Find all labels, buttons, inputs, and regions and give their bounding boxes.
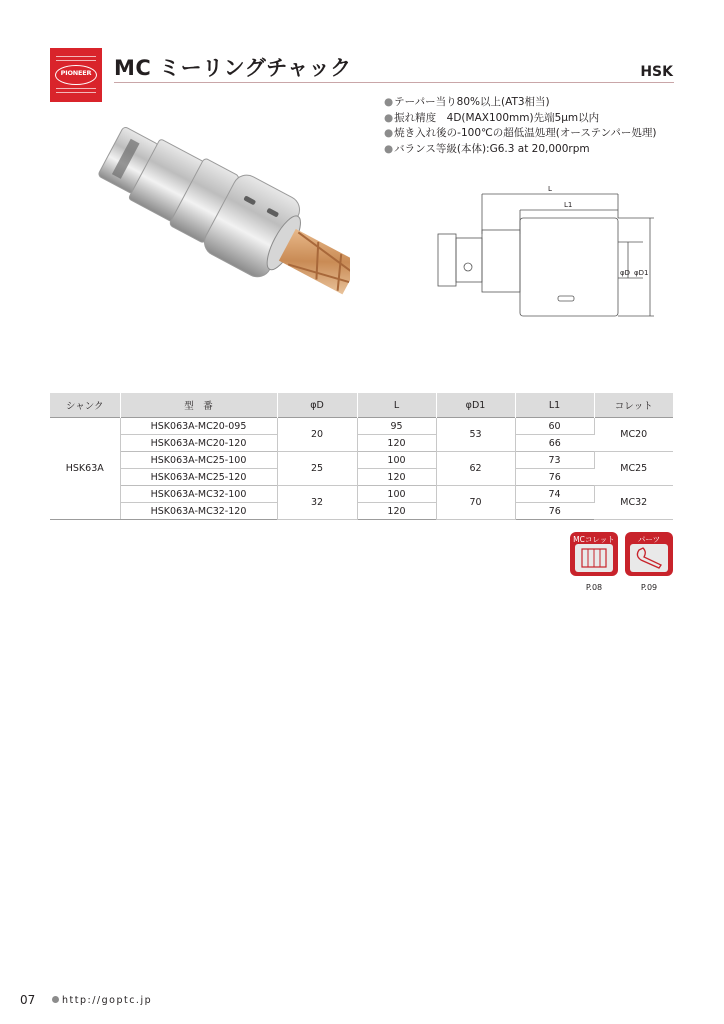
dim-label-L1: L1 — [564, 201, 573, 209]
cell-L1: 60 — [515, 418, 594, 435]
feature-item: ● 振れ精度 4D(MAX100mm)先端5μm以内 — [384, 111, 657, 127]
cell-L: 100 — [357, 452, 436, 469]
cell-L: 95 — [357, 418, 436, 435]
page-title: MC ミーリングチャック — [114, 56, 352, 80]
cell-L1: 76 — [515, 503, 594, 520]
col-header: L — [357, 393, 436, 418]
logo-line — [56, 92, 96, 93]
cell-shank: HSK63A — [50, 418, 120, 520]
feature-item: ● 焼き入れ後の-100℃の超低温処理(オーステンパー処理) — [384, 126, 657, 142]
cell-L1: 74 — [515, 486, 594, 503]
ref-page: P.08 — [585, 583, 603, 592]
product-photo — [82, 126, 350, 326]
ref-label: パーツ — [637, 535, 661, 544]
col-header: L1 — [515, 393, 594, 418]
feature-item: ● バランス等級(本体):G6.3 at 20,000rpm — [384, 142, 657, 158]
cell-model: HSK063A-MC20-095 — [120, 418, 277, 435]
category-label: HSK — [640, 64, 673, 80]
logo-line — [56, 56, 96, 57]
dim-label-phiD: φD — [620, 269, 631, 277]
cell-phiD1: 70 — [436, 486, 515, 520]
parts-reference-link[interactable] — [625, 532, 673, 576]
table-row — [50, 418, 673, 435]
cell-collet: MC25 — [594, 452, 673, 486]
cell-model: HSK063A-MC32-100 — [120, 486, 277, 503]
pioneer-logo — [50, 48, 102, 102]
cell-phiD: 25 — [277, 452, 357, 486]
cell-model: HSK063A-MC25-100 — [120, 452, 277, 469]
bullet-icon — [52, 996, 59, 1003]
wrench-icon — [625, 532, 673, 576]
feature-list — [384, 95, 657, 157]
cell-phiD1: 53 — [436, 418, 515, 452]
spec-table — [50, 393, 673, 520]
logo-line — [56, 88, 96, 89]
cell-model: HSK063A-MC25-120 — [120, 469, 277, 486]
table-row — [50, 503, 673, 520]
col-header: φD — [277, 393, 357, 418]
col-header: コレット — [594, 393, 673, 418]
dimension-diagram — [428, 182, 660, 322]
page-number: 07 — [20, 993, 36, 1007]
table-row — [50, 486, 673, 503]
collet-icon — [570, 532, 618, 576]
ref-page: P.09 — [640, 583, 658, 592]
table-row — [50, 469, 673, 486]
header-rule — [114, 82, 674, 83]
cell-model: HSK063A-MC32-120 — [120, 503, 277, 520]
cell-L: 100 — [357, 486, 436, 503]
logo-text: PIONEER — [60, 69, 92, 77]
cell-L1: 76 — [515, 469, 594, 486]
col-header: 型 番 — [120, 393, 277, 418]
cell-phiD: 20 — [277, 418, 357, 452]
cell-L: 120 — [357, 503, 436, 520]
cell-phiD: 32 — [277, 486, 357, 520]
dim-label-phiD1: φD1 — [634, 269, 649, 277]
footer-url[interactable] — [52, 995, 152, 1006]
dim-label-L: L — [548, 185, 552, 193]
cell-L1: 66 — [515, 435, 594, 452]
table-row — [50, 435, 673, 452]
ref-label: MCコレット — [573, 535, 615, 544]
collet-reference-link[interactable] — [570, 532, 618, 576]
cell-model: HSK063A-MC20-120 — [120, 435, 277, 452]
cell-L: 120 — [357, 469, 436, 486]
cell-L1: 73 — [515, 452, 594, 469]
logo-line — [56, 60, 96, 61]
table-header-row — [50, 393, 673, 418]
col-header: シャンク — [50, 393, 120, 418]
cell-collet: MC32 — [594, 486, 673, 520]
cell-collet: MC20 — [594, 418, 673, 452]
cell-phiD1: 62 — [436, 452, 515, 486]
col-header: φD1 — [436, 393, 515, 418]
footer-url-text: http://goptc.jp — [62, 995, 153, 1006]
table-row — [50, 452, 673, 469]
cell-L: 120 — [357, 435, 436, 452]
feature-item: ● テーパー当り80%以上(AT3相当) — [384, 95, 657, 111]
